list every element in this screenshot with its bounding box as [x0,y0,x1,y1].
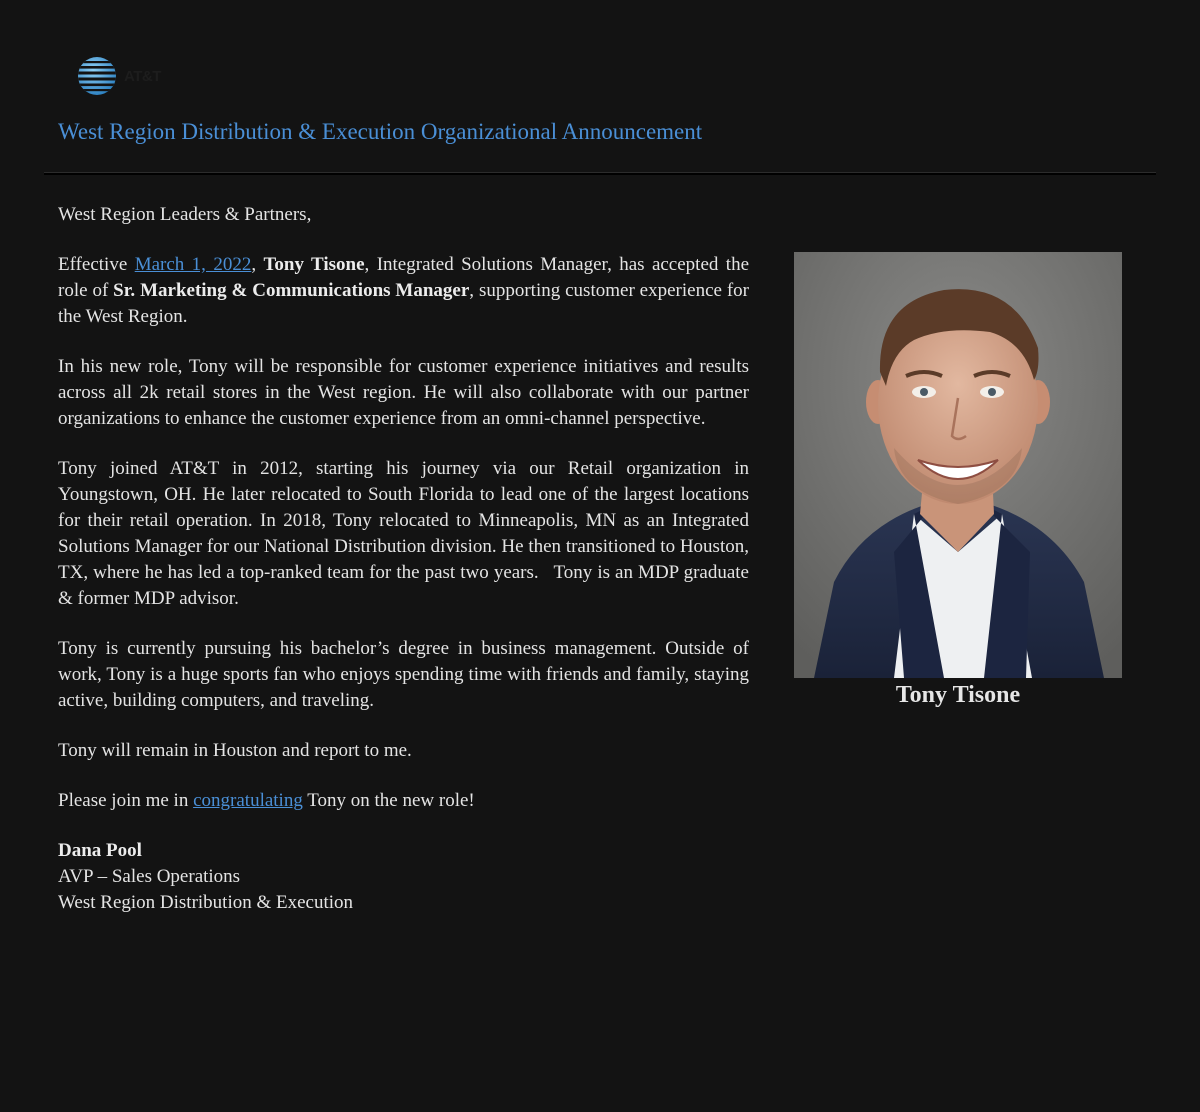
signature-name: Dana Pool [58,840,142,861]
congratulating-link[interactable]: congratulating [193,790,303,811]
paragraph-text: , supporting customer experience for the West Region. [58,280,749,327]
paragraph-text: Tony on the new role! [302,790,475,811]
paragraph-new-role: In his new role, Tony will be responsible for customer experience initiatives and results across all 2k retail stores in the West region. He will also collaborate with our partner organizations to enhance the customer experience from an omni-channel perspective. [58,356,749,429]
att-logo [76,56,161,96]
signature [58,838,749,916]
paragraph-text: , [251,254,264,275]
greeting: West Region Leaders & Partners, [58,204,312,225]
email-body [58,202,754,916]
paragraph-text: , Integrated Solutions Manager, has accepted the role of [58,254,750,301]
photo-caption: Tony Tisone [895,682,1021,708]
paragraph-congratulate [58,788,749,814]
paragraph-text: Effective [58,254,135,275]
paragraph-effective [58,252,749,330]
paragraph-personal: Tony is currently pursuing his bachelor’s degree in business management. Outside of work, Tony is a huge sports fan who enjoys spending time with friends and family, staying active, building computers, and traveling. [58,638,749,711]
date-link[interactable]: March 1, 2022 [134,254,252,275]
profile-photo [794,252,1122,678]
announcement-title: West Region Distribution & Execution Organizational Announcement [58,119,703,144]
header-divider [44,172,1156,175]
new-role: Sr. Marketing & Communications Manager [113,280,470,301]
employee-name: Tony Tisone [263,254,365,275]
att-logo-wordmark: AT&T [124,67,161,85]
signature-org: West Region Distribution & Execution [58,892,354,913]
paragraph-location: Tony will remain in Houston and report to me. [58,740,412,761]
paragraph-history: Tony joined AT&T in 2012, starting his journey via our Retail organization in Youngstown, OH. He later relocated to South Florida to lead one of the largest locations for their retail operation. In 2018, Tony relocated to Minneapolis, MN as an Integrated Solutions Manager for our National Distribution division. He then transitioned to Houston, TX, where he has led a top-ranked team for the past two years. Tony is an MDP graduate & former MDP advisor. [58,458,754,609]
signature-title: AVP – Sales Operations [58,866,241,887]
paragraph-text: Please join me in [58,790,194,811]
att-globe-icon [76,56,118,96]
profile-photo-card [794,252,1122,709]
